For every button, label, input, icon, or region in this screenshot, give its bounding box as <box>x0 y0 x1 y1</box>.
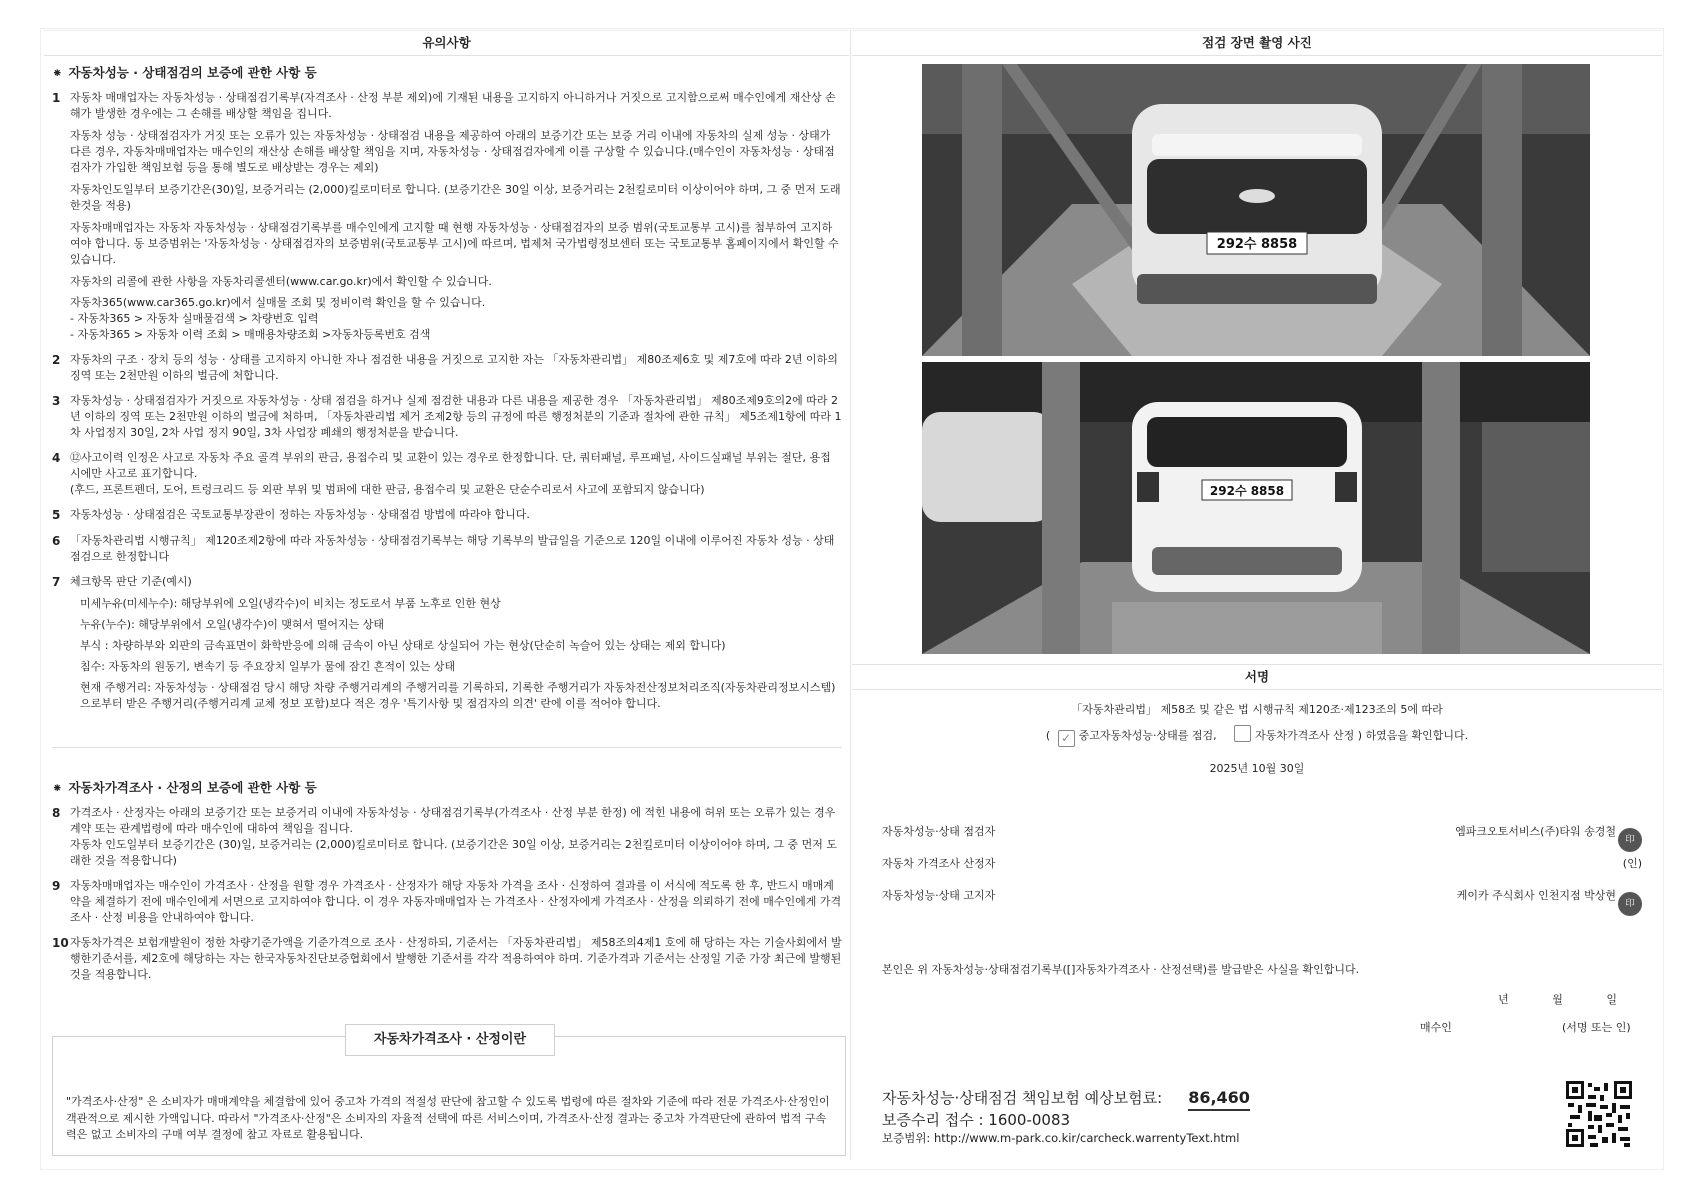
item-number: 2 <box>52 353 61 368</box>
notice-item <box>52 352 842 384</box>
seal-stamp-icon: 印 <box>1618 892 1642 916</box>
item-paragraph: 체크항목 판단 기준(예시) <box>70 575 192 589</box>
price-definition-text: "가격조사·산정" 은 소비자가 매매계약을 체결함에 있어 중고차 가격의 적절성 판단에 참고할 수 있도록 법령에 따른 절차와 기준에 따라 전문 가격조사·산정인이 객관적으로 제시한 가액입니다. 따라서 "가격조사·산정"은 소비자의 자율적 선택에 따른 서비스이며, 가격조사·산정 결과는 중고차 가격판단에 관하여 법적 구속력은 없고 소비자의 구매 여부 결정에 참고 자료로 활용됩니다. <box>66 1095 830 1141</box>
notice-item <box>52 393 842 441</box>
license-plate-rear: 292수 8858 <box>1209 484 1285 498</box>
item-number: 6 <box>52 534 61 549</box>
notice-item <box>52 507 842 524</box>
notice-item <box>52 935 842 983</box>
asterisk-icon: ⁕ <box>52 65 63 80</box>
criteria-line: 침수: 자동차의 원동기, 변속기 등 주요장치 일부가 물에 잠긴 흔적이 있는 상태 <box>80 659 456 673</box>
inspector-row <box>882 824 1642 852</box>
warranty-url[interactable]: 보증범위: http://www.m-park.co.kir/carcheck.warrentyText.html <box>882 1131 1240 1145</box>
inspection-option-label: 중고자동차성능·상태를 점검, <box>1078 729 1217 742</box>
item-paragraph: 자동차매매업자는 자동차 자동차성능 · 상태점검기록부를 매수인에게 고지할 때 현행 자동차성능 · 상태점검자의 보증 범위(국토교통부 고시)를 첨부하여 고지하여야 합니다. 동 보증범위는 '자동차성능 · 상태점검자의 보증범위(국토교통부 고시)에 따르며, 법제처 국가법령정보센터 또는 국토교통부 홈페이지에서 확인할 수 있습니다. <box>70 220 839 266</box>
item-number: 4 <box>52 450 61 465</box>
appraiser-label: 자동차 가격조사 산정자 <box>882 857 996 870</box>
item-number: 5 <box>52 507 61 522</box>
buyer-label: 매수인 <box>1420 1021 1452 1034</box>
inspection-photo-rear <box>922 362 1590 654</box>
item-paragraph: 자동차 성능 · 상태점검자가 거짓 또는 오류가 있는 자동차성능 · 상태점검 내용을 제공하여 아래의 보증기간 또는 보증 거리 이내에 자동차의 실제 성능 · 상태가 다른 경우, 자동차매매업자는 매수인의 재산상 손해를 배상할 책임을 지며, 자동차성능 · 상태점검자에게 이를 구상할 수 있습니다.(매수인이 자동차성능 · 상태점검자가 가입한 책임보험 등을 통해 별도로 배상받는 경우는 제외) <box>70 129 835 174</box>
notice-item <box>52 805 842 869</box>
notifier-label: 자동차성능·상태 고지자 <box>882 889 996 902</box>
asterisk-icon: ⁕ <box>52 780 63 795</box>
license-plate-front: 292수 8858 <box>1216 237 1298 252</box>
photos-header: 점검 장면 촬영 사진 <box>852 30 1662 56</box>
notice-item <box>52 450 842 498</box>
item-paragraph: 가격조사 · 산정자는 아래의 보증기간 또는 보증거리 이내에 자동차성능 · 상태점검기록부(가격조사 · 산정 부분 한정) 에 적힌 내용에 허위 또는 오류가 있는 경우 계약 또는 관계법령에 따라 매수인에 대하여 책임을 집니다. 자동차 인도일부터 보증기간은 (30)일, 보증거리는 (2,000)킬로미터로 합니다. (보증기간은 30일 이상, 보증거리는 2천킬로미터 이상이어야 하며, 그 중 먼저 도래한 것을 적용합니다) <box>70 806 838 867</box>
confirm-suffix: ) 하였음을 확인합니다. <box>1357 729 1469 742</box>
insurance-amount: 86,460 <box>1188 1086 1250 1111</box>
item-paragraph: 자동차매매업자는 매수인이 가격조사 · 산정을 원할 경우 가격조사 · 산정자가 해당 자동차 가격을 조사 · 신정하여 결과를 이 서식에 적도록 한 후, 반드시 매매계약을 체결하기 전에 매수인에게 서면으로 고지하여야 합니다. 이 경우 자동자매매업자 는 가격조사 · 산정자에게 가격조사 · 산정을 의뢰하기 전에 매수인에게 가격조사 · 산정 비용을 안내하여야 합니다. <box>70 878 842 924</box>
qr-code-icon[interactable] <box>1566 1081 1632 1147</box>
item-paragraph: 「자동차관리법 시행규칙」 제120조제2항에 따라 자동차성능 · 상태점검기록부는 해당 기록부의 발급일을 기준으로 120일 이내에 이루어진 자동차 성능 · 상태점검으로 한정합니다 <box>70 534 835 564</box>
inspection-options <box>852 725 1662 747</box>
item-number: 7 <box>52 575 61 590</box>
item-number: 3 <box>52 394 61 409</box>
item-paragraph: 자동차성능 · 상태점검은 국토교통부장관이 정하는 자동차성능 · 상태점검 방법에 따라야 합니다. <box>70 507 530 521</box>
criteria-line: 누유(누수): 해당부위에서 오일(냉각수)이 맺혀서 떨어지는 상태 <box>80 617 385 631</box>
item-paragraph: 자동차인도일부터 보증기간은(30)일, 보증거리는 (2,000)킬로미터로 합니다. (보증기간은 30일 이상, 보증거리는 2천킬로미터 이상이어야 하며, 그 중 먼저 도래한것을 적용) <box>70 182 841 212</box>
criteria-line: 부식 : 차량하부와 외판의 금속표면이 화학반응에 의해 금속이 아닌 상태로 상실되어 가는 현상(단순히 녹슬어 있는 상태는 제외 합니다) <box>80 638 726 652</box>
item-number: 1 <box>52 91 61 106</box>
item-paragraph: 자동차성능 · 상태점검자가 거짓으로 자동차성능 · 상태 점검을 하거나 실제 점검한 내용과 다른 내용을 제공한 경우 「자동차관리법」 제80조제9호의2에 따라 2년 이하의 징역 또는 2천만원 이하의 벌금에 처하며, 「자동차관리법 제거 조제2항 등의 규정에 따른 행정처분의 기준과 절차에 관한 규칙」 제5조제1항에 따라 1차 사업정지 30일, 2차 사업 정지 90일, 3차 사업장 폐쇄의 행정처분을 받습니다. <box>70 394 842 439</box>
item-paragraph: 자동차365(www.car365.go.kr)에서 실매물 조회 및 정비이력 확인을 할 수 있습니다. - 자동차365 > 자동차 실매물검색 > 차량번호 입력 - 자동차365 > 자동차 이력 조회 > 매매용차량조회 >자동차등록번호 검색 <box>70 296 486 342</box>
seal-stamp-icon: 印 <box>1618 828 1642 852</box>
section2-heading: ⁕ 자동차가격조사 · 산정의 보증에 관한 사항 등 <box>52 780 317 795</box>
warranty-phone: 보증수리 접수 : 1600-0083 <box>882 1111 1071 1129</box>
open-paren: ( <box>1045 729 1051 742</box>
appraiser-value: (인) <box>1622 857 1642 870</box>
item-paragraph: 자동차의 리콜에 관한 사항을 자동차리콜센터(www.car.go.kr)에서 확인할 수 있습니다. <box>70 274 492 288</box>
item-paragraph: 자동차의 구조 · 장치 등의 성능 · 상태를 고지하지 아니한 자나 점검한 내용을 거짓으로 고지한 자는 「자동차관리법」 제80조제6호 및 제7호에 따라 2년 이하의 징역 또는 2천만원 이하의 벌금에 처합니다. <box>70 353 838 383</box>
law-reference: 「자동차관리법」 제58조 및 같은 법 시행규칙 제120조·제123조의 5에 따라 <box>1071 703 1443 716</box>
criteria-line: 현재 주행거리: 자동차성능 · 상태점검 당시 해당 차량 주행거리계의 주행거리를 기록하되, 기록한 주행거리가 자동차전산정보처리조직(자동차관리정보시스템)으로부터 받은 주행거리(주행거리계 교체 정보 포함)보다 적은 경우 '특기사항 및 점검자의 의견' 란에 이를 적어야 합니다. <box>80 680 836 710</box>
appraiser-row <box>882 856 1642 872</box>
item-paragraph: ⑫사고이력 인정은 사고로 자동차 주요 골격 부위의 판금, 용접수리 및 교환이 있는 경우로 한정합니다. 단, 쿼터패널, 루프패널, 사이드실패널 부위는 절단, 용접 시에만 사고로 표기합니다. (후드, 프론트펜더, 도어, 트렁크리드 등 외판 부위 및 범퍼에 대한 판금, 용접수리 및 교환은 단순수리로서 사고에 포함되지 않습니다) <box>70 450 831 496</box>
inspector-label: 자동차성능·상태 점검자 <box>882 825 996 838</box>
item-number: 8 <box>52 806 61 821</box>
notifier-row <box>882 888 1642 916</box>
column-divider <box>850 30 851 1160</box>
price-notes <box>52 777 842 992</box>
inspection-photo-front <box>922 64 1590 356</box>
signature-header: 서명 <box>852 664 1662 690</box>
buyer-signature-field[interactable]: (서명 또는 인) <box>1562 1021 1631 1034</box>
inspector-value: 엠파크오토서비스(주)타워 송경철 <box>1455 825 1616 838</box>
notifier-value: 케이카 주식회사 인천지점 박상현 <box>1456 889 1616 902</box>
price-checkbox[interactable] <box>1234 725 1251 742</box>
notice-item <box>52 574 842 717</box>
notice-item <box>52 533 842 565</box>
issue-date: 2025년 10월 30일 <box>1209 762 1305 775</box>
price-option-label: 자동차가격조사 산정 <box>1255 729 1355 742</box>
price-definition-title: 자동차가격조사 · 산정이란 <box>345 1024 555 1056</box>
warranty-notes <box>52 62 842 726</box>
insurance-line <box>882 1086 1250 1111</box>
insurance-label: 자동차성능·상태점검 책임보험 예상보험료: <box>882 1089 1163 1107</box>
section-divider <box>52 747 842 748</box>
item-paragraph: 자동차 매매업자는 자동차성능 · 상태점검기록부(자격조사 · 산정 부분 제외)에 기재된 내용을 고지하지 아니하거나 거짓으로 고지함으로써 매수인에게 재산상 손해가 발생한 경우에는 그 손해를 배상할 책임을 집니다. <box>70 91 836 121</box>
notice-item <box>52 878 842 926</box>
date-blank: 년 월 일 <box>1498 993 1637 1006</box>
notice-item <box>52 90 842 343</box>
checkmark-icon: ✓ <box>1061 731 1072 745</box>
item-number: 9 <box>52 878 61 893</box>
section1-heading: ⁕ 자동차성능 · 상태점검의 보증에 관한 사항 등 <box>52 65 317 80</box>
item-paragraph: 자동차가격은 보험개발원이 정한 차량기준가액을 기준가격으로 조사 · 산정하되, 기준서는 「자동차관리법」 제58조의4제1 호에 해 당하는 자는 기술사회에서 발행한기준서를, 제2호에 해당하는 자는 한국자동차진단보증협회에서 발행한 기준서를 각각 적용하여야 하며. 기준가격과 기준서는 산정일 기준 가장 최근에 발행된 것을 적용합니다. <box>70 935 842 981</box>
inspection-checkbox[interactable] <box>1058 730 1075 747</box>
criteria-line: 미세누유(미세누수): 해당부위에 오일(냉각수)이 비치는 정도로서 부품 노후로 인한 현상 <box>80 596 501 610</box>
receipt-confirmation: 본인은 위 자동차성능·상태점검기록부([]자동차가격조사 · 산정선택)를 발급받은 사실을 확인합니다. <box>882 963 1360 976</box>
notes-header: 유의사항 <box>44 30 849 56</box>
item-number: 10 <box>52 935 69 950</box>
